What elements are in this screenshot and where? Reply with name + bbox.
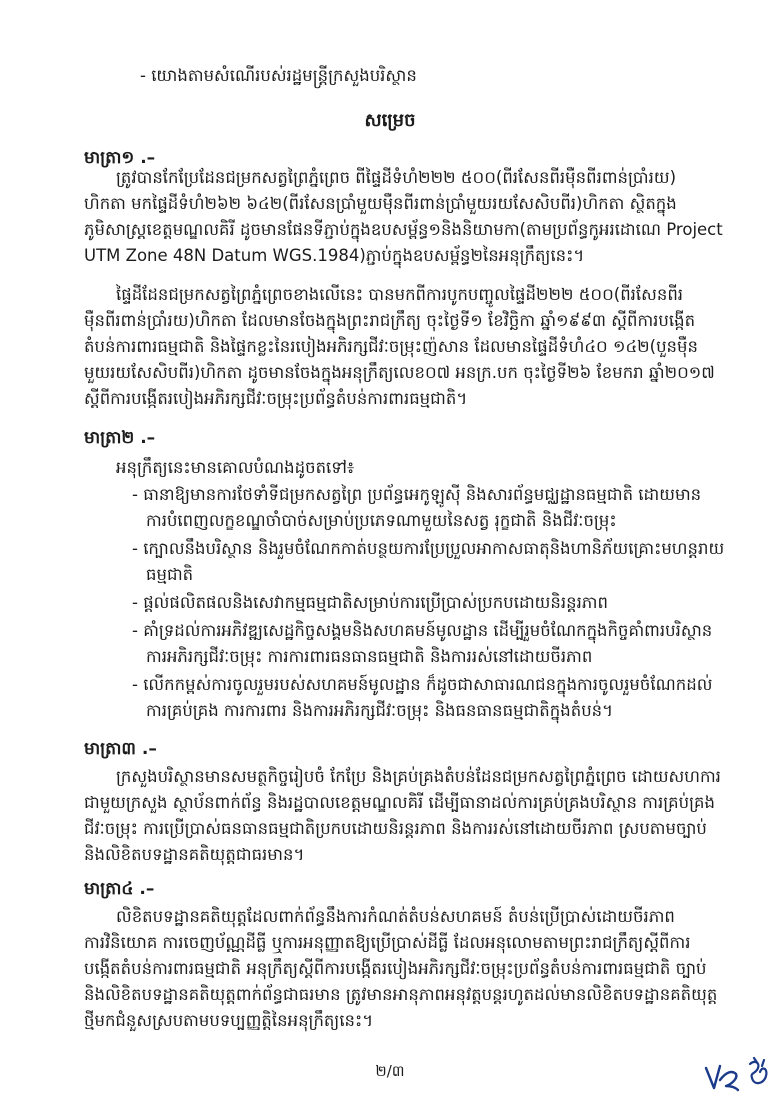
article-1-line: ផ្ទៃដីដែនជម្រកសត្វព្រៃភ្នំព្រេចខាងលើនេះ បានមកពីការបូកបញ្ចូលផ្ទៃដី២២២ ៥០០(ពីរសែនពីរ	[116, 285, 684, 304]
page-number: ២/៣	[375, 1062, 405, 1080]
article-1-line: តំបន់ការពារធម្មជាតិ និងផ្ទៃកខ្លះនៃរបៀងអភិរក្សជីវៈចម្រុះញ៉សាន ដែលមានផ្ទៃដីទំហំ៤០ ១៤២(បួនម៉ឺន	[84, 337, 698, 356]
article-2-bullet: - ផ្តល់ផលិតផលនិងសេវាកម្មធម្មជាតិសម្រាប់ការប្រើប្រាស់ប្រកបដោយនិរន្តរភាព	[132, 593, 608, 612]
article-2-bullet-cont: ការអភិរក្សជីវៈចម្រុះ ការការពារធនធានធម្មជាតិ និងការរស់នៅដោយចីរភាព	[146, 647, 593, 666]
decision-title: សម្រេច	[364, 110, 416, 131]
article-2-bullet-cont: ការបំពេញលក្ខខណ្ឌចាំបាច់សម្រាប់ប្រភេទណាមួយនៃសត្វ រុក្ខជាតិ និងជីវៈចម្រុះ	[146, 511, 617, 530]
article-2-bullet-cont: ការគ្រប់គ្រង ការការពារ និងការអភិរក្សជីវៈចម្រុះ និងធនធានធម្មជាតិក្នុងតំបន់។	[146, 701, 614, 720]
intro-line: - យោងតាមសំណើរបស់រដ្ឋមន្ត្រីក្រសួងបរិស្ថាន	[140, 66, 417, 85]
article-4-line: ការវិនិយោគ ការចេញប័ណ្ណដីធ្លី ឬការអនុញ្ញាតឱ្យប្រើប្រាស់ដីធ្លី ដែលអនុលោមតាមព្រះរាជក្រឹត្យស្តីពីការ	[84, 933, 691, 952]
article-4-line: និងលិខិតបទដ្ឋានគតិយុត្តពាក់ព័ន្ធជាធរមាន ត្រូវមានអានុភាពអនុវត្តបន្តរហូតដល់មានលិខិតបទដ្ឋានគតិយុត្ត	[84, 985, 718, 1004]
article-3-line: ជីវៈចម្រុះ ការប្រើប្រាស់ធនធានធម្មជាតិប្រកបដោយនិរន្តរភាព និងការរស់នៅដោយចីរភាព ស្របតាមច្បាប់	[84, 819, 707, 838]
article-1-line: ភូមិសាស្ត្រខេត្តមណ្ឌលគិរី ដូចមានផែនទីភ្ជាប់ក្នុងឧបសម្ព័ន្ធ១និងនិយាមកា(តាមប្រព័ន្ធកូអរដោណេ Project	[84, 220, 723, 239]
article-2-heading: មាត្រា២ .–	[84, 428, 156, 448]
article-3-line: និងលិខិតបទដ្ឋានគតិយុត្តជាធរមាន។	[84, 845, 305, 864]
article-2-bullet: - ធានាឱ្យមានការថែទាំទីជម្រកសត្វព្រៃ ប្រព័ន្ធអេកូឡូស៊ី និងសារព័ន្ធមជ្ឈដ្ឋានធម្មជាតិ ដោយមាន	[132, 485, 702, 504]
article-4-line: បង្កើតតំបន់ការពារធម្មជាតិ អនុក្រឹត្យស្តីពីការបង្កើតរបៀងអភិរក្សជីវៈចម្រុះប្រព័ន្ធតំបន់ការពារធម្មជាតិ ច្បាប់	[84, 959, 707, 978]
handwritten-initial-1	[702, 1058, 742, 1094]
handwritten-initial-2	[744, 1056, 774, 1096]
article-2-bullet: - លើកកម្ពស់ការចូលរួមរបស់សហគមន៍មូលដ្ឋាន ក៏ដូចជាសាធារណជនក្នុងការចូលរួមចំណែកដល់	[132, 675, 713, 694]
article-1-line: UTM Zone 48N Datum WGS.1984)ភ្ជាប់ក្នុងឧបសម្ព័ន្ធ២នៃអនុក្រឹត្យនេះ។	[84, 246, 585, 265]
article-1-line: ម៉ឺនពីរពាន់ប្រាំរយ)ហិកតា ដែលមានចែងក្នុងព្រះរាជក្រឹត្យ ចុះថ្ងៃទី១ ខែវិច្ឆិកា ឆ្នាំ១៩៩៣ ស្តីពីការបង្កើត	[84, 311, 696, 330]
article-1-line: មួយរយសែសិបពីរ)ហិកតា ដូចមានចែងក្នុងអនុក្រឹត្យលេខ០៧ អនក្រ.បក ចុះថ្ងៃទី២៦ ខែមករា ឆ្នាំ២០១៧	[84, 363, 715, 382]
article-2-line: អនុក្រឹត្យនេះមានគោលបំណងដូចតទៅ៖	[116, 458, 355, 477]
article-4-line: ថ្មីមកជំនួសស្របតាមបទប្បញ្ញត្តិនៃអនុក្រឹត្យនេះ។	[84, 1011, 374, 1030]
article-1-line: ស្តីពីការបង្កើតរបៀងអភិរក្សជីវៈចម្រុះប្រព័ន្ធតំបន់ការពារធម្មជាតិ។	[84, 389, 468, 408]
article-1-line: ហិកតា មកផ្ទៃដីទំហំ២៦២ ៦៤២(ពីរសែនប្រាំមួយម៉ឺនពីរពាន់ប្រាំមួយរយសែសិបពីរ)ហិកតា ស្ថិតក្នុង	[84, 194, 677, 213]
article-2-bullet: - ក្បោលនឹងបរិស្ថាន និងរួមចំណែកកាត់បន្ថយការប្រែប្រួលអាកាសធាតុនិងហានិភ័យគ្រោះមហន្តរាយ	[132, 539, 725, 558]
article-3-line: ក្រសួងបរិស្ថានមានសមត្ថកិច្ចរៀបចំ កែប្រែ និងគ្រប់គ្រងតំបន់ដែនជម្រកសត្វព្រៃភ្នំព្រេច ដោយសហការ	[116, 767, 721, 786]
article-4-line: លិខិតបទដ្ឋានគតិយុត្តដែលពាក់ព័ន្ធនឹងការកំណត់តំបន់សហគមន៍ តំបន់ប្រើប្រាស់ដោយចីរភាព	[116, 907, 675, 926]
article-2-bullet-cont: ធម្មជាតិ	[146, 565, 194, 584]
article-1-heading: មាត្រា១ .–	[84, 148, 156, 168]
article-3-line: ជាមួយក្រសួង ស្ថាប័នពាក់ព័ន្ធ និងរដ្ឋបាលខេត្តមណ្ឌលគិរី ដើម្បីធានាដល់ការគ្រប់គ្រងបរិស្ថាន ការគ្រប់គ្រង	[84, 793, 715, 812]
article-1-line: ត្រូវបានកែប្រែដែនជម្រកសត្វព្រៃភ្នំព្រេច ពីផ្ទៃដីទំហំ២២២ ៥០០(ពីរសែនពីរម៉ឺនពីរពាន់ប្រាំរយ)	[116, 168, 677, 187]
article-4-heading: មាត្រា៤ .–	[84, 879, 155, 899]
article-2-bullet: - គាំទ្រដល់ការអភិវឌ្ឍសេដ្ឋកិច្ចសង្គមនិងសហគមន៍មូលដ្ឋាន ដើម្បីរួមចំណែកក្នុងកិច្ចគាំពារបរិស្ថាន	[132, 621, 713, 640]
article-3-heading: មាត្រា៣ .–	[84, 739, 157, 759]
